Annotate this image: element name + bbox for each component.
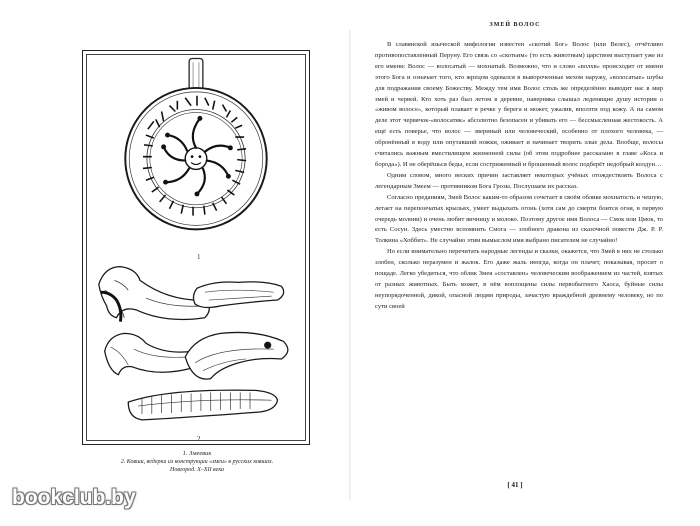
illustration-frame [82,50,310,445]
ladles-drawing [99,267,288,420]
page-number: [ 41 ] [507,481,523,489]
figure-1-label: 1 [197,253,201,261]
figure-2-label: 2 [197,435,201,441]
amulet-zmeevik-drawing [125,58,266,229]
watermark-logo: bookclub.by [12,486,136,509]
figure-caption [70,450,324,474]
book-gutter [349,30,351,500]
paragraph-3: Согласно преданиям, Змей Волос каким-то образом сочетает в своём облике мохнатость и чешую, летает на перепончатых крыльях, умеет выдыхать огонь (хотя сам до смерти боится огня, в первую очередь молнии) и очень любит яичницу и молоко. Поэтому другое имя Волоса — Смок или Цмок, то есть Сосун. Здесь уместно вспомнить Смога — злобного дракона из сказочной повести Дж. Р. Р. Толкина «Хоббит». Не случайно этим вымыслом имя выбрано писателем не случайно! [375,193,663,245]
illustration-inner-frame [86,54,306,441]
left-page [40,28,340,498]
right-page [365,20,665,510]
caption-line-2: 2. Ковши, ведерки из конструкции «змеи» в русских ковшах. [120,459,274,465]
caption-line-1: 1. Змеевик [182,450,212,457]
paragraph-1: В славянской языческой мифологии известен «скотий Бог» Волос (или Велес), отчётливо противопоставленный Перуну. Его связь со «скотьим» (то есть животным) царством выступает уже из его имени: Волос — волосатый — мохнатый. Возможно, что и слово «волхв» происходит от имени этого Бога и означает того, кто жрецом одевался в вывороченные мехом наружу, «волосатые» шубы для подражания своему Божеству. Между тем имя Волос столь же определённо выводит нас в мир змей и червей. Кто хоть раз был летом в деревне, наверняка слышал леденящие душу истории о «живом волосе», который плавает в речке у берега и может, ужалив, вползти под кожу. А на самом деле этот червячок-«волосатик» абсолютно безопасен и убивать его — бессмысленная жестокость. А ещё есть поверье, что волос — звериный или человеческий, особенно от плохого человека, — обронённый в воду или опутавший ножки, оживает и начинает творить злые дела. Вообще, волосы считались важным вместилищем жизненной силы (об этом подробнее рассказано в главе «Коса и борода»). И не оберёшься беды, если состриженный и брошенный волос подберёт недобрый колдун… [375,41,663,168]
running-head: ЗМЕЙ ВОЛОС [489,22,541,28]
illustration-engravings [87,55,305,440]
caption-line-3: Новгород. X–XII века [170,467,224,473]
paragraph-4: Но если внимательно перечитать народные легенды и сказки, окажется, что Змей в них не столько злобен, сколько неразумен и жалок. Его даже жаль иногда, когда он плачет, показывая, просит о пощаде. Легко убедиться, что облик Змея «составлен» человеческим воображением из частей, взятых от разных животных. Быть может, в нём воплощены силы первобытного Хаоса, буйные силы неупорядоченной, дикой, опасной людям природы, зачастую враждебной древнему человеку, но по сути своей [375,248,663,310]
body-text [375,40,663,313]
paragraph-2: Одним словом, много веских причин заставляет некоторых учёных отождествлять Волоса с легендарным Змеем — противником Бога Грозы. Послушаем их рассказ. [375,171,663,190]
